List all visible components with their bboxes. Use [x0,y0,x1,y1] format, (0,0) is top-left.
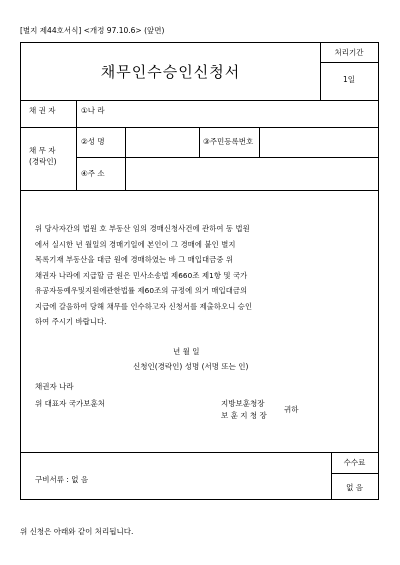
body-line: 에서 실시한 년 월일의 경매기일에 본인이 그 경매에 붙인 별지 [35,239,236,249]
body-line: 유공자등예우및지원에관한법률 제60조의 규정에 의거 매입대금의 [35,286,248,295]
date-line: 년 월 일 [173,347,200,356]
processing-note: 위 신청은 아래와 같이 처리됩니다. [20,527,134,536]
processing-period-label: 처리기간 [334,48,364,57]
applicant-line: 신청인(경락인) 성명 (서명 또는 인) [133,362,249,371]
body-text [35,221,370,330]
recipient-creditor: 채권자 나라 [35,382,74,391]
row-divider [76,157,378,158]
form-number-header: [별지 제44호서식] <개정 97.10.6> (앞면) [20,26,165,35]
fee-divider [331,473,378,474]
addressee-suffix: 귀하 [284,405,299,414]
field-divider [199,127,200,157]
representative: 위 대표자 국가보훈처 [35,399,105,408]
address-label: ④주 소 [81,169,105,178]
regional-office: 지방보훈청장 [221,399,265,408]
row-divider [21,100,378,101]
name-label: ②성 명 [81,137,105,146]
field-divider [259,127,260,157]
body-line: 하여 주시기 바랍니다. [35,317,107,326]
body-line: 위 당사자간의 법원 호 부동산 임의 경매신청사건에 관하여 동 법원 [35,224,250,233]
body-line: 지급에 갈음하여 당해 채무를 인수하고자 신청서를 제출하오니 승인 [35,301,253,311]
field-divider [125,127,126,190]
processing-divider [320,62,378,63]
form-title: 채무인수승인신청서 [100,63,241,81]
debtor-sub-label: (경락인) [29,157,57,166]
resident-number-label: ③주민등록번호 [203,137,254,146]
row-divider [21,190,378,191]
application-form [20,42,379,500]
body-line: 채권자 나라에 지급할 금 원은 민사소송법 제660조 제1항 및 국가 [35,270,248,280]
processing-period-value: 1일 [342,75,356,84]
branch-office: 보 훈 지 청 장 [221,411,267,420]
fee-value: 없 음 [346,483,363,492]
debtor-label: 채 무 자 [29,146,56,155]
creditor-label: 채 권 자 [29,106,56,115]
row-divider [21,452,378,453]
fee-label: 수수료 [343,458,366,467]
label-column-divider [76,100,77,190]
body-line: 목록기재 부동산을 대금 원에 경매하였는 바 그 매입대금중 위 [35,255,234,264]
required-documents: 구비서류 : 없 음 [35,475,89,484]
creditor-value: ①나 라 [81,106,105,115]
